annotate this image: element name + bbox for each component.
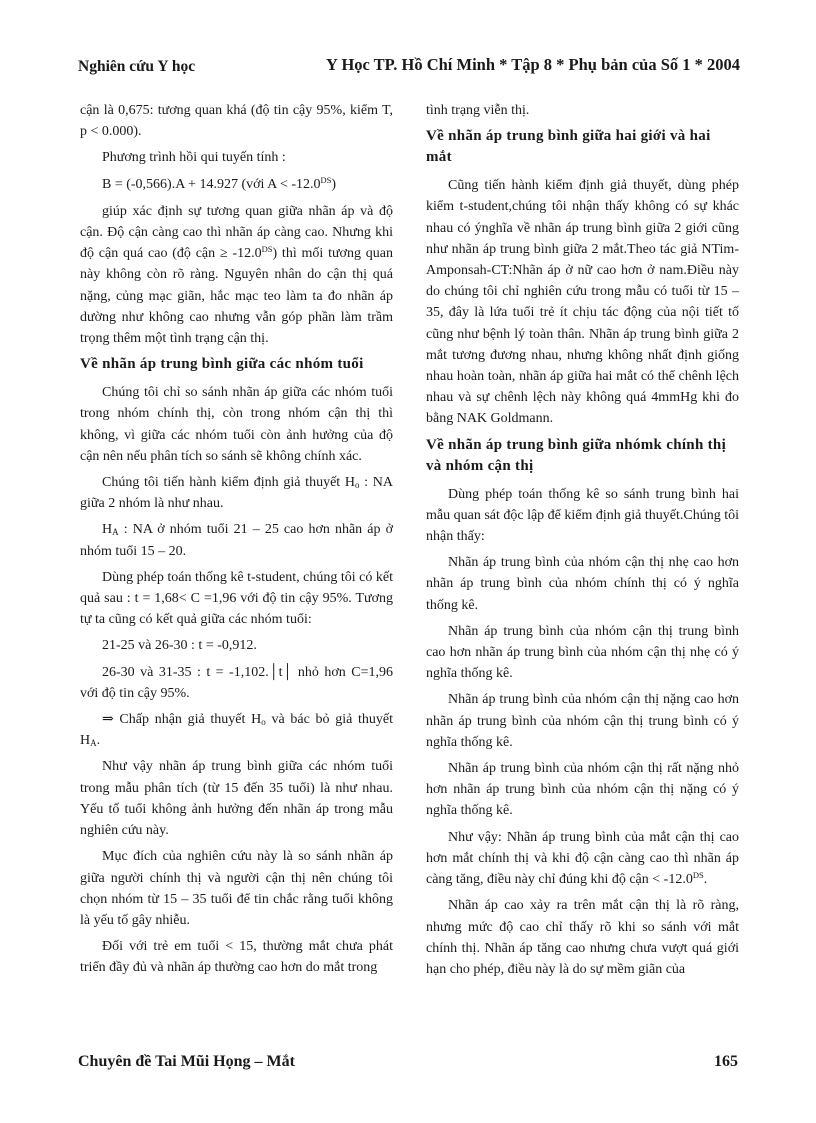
running-header-left: Nghiên cứu Y học xyxy=(78,58,196,75)
paragraph: Đối với trẻ em tuổi < 15, thường mắt chưa phát triển đầy đủ và nhãn áp thường cao hơn do mắt trong xyxy=(80,939,393,976)
paragraph: Cũng tiến hành kiểm định giả thuyết, dùng phép kiểm t-student,chúng tôi nhận thấy không có sự khác nhau có ýnghĩa về nhãn áp trung bình giữa 2 giới cũng như nhãn áp trung bình giữa 2 mắt.Theo tác giả NTim-Amponsah-CT:Nhãn áp ở nữ cao hơn ở nam.Điều này do chúng tôi chỉ nghiên cứu trong mẫu có tuổi từ 15 – 35, đây là lứa tuổi trẻ ít chịu tác động của nội tiết tố cũng như bệnh lý toàn thân. Nhãn áp trung bình giữa 2 mắt tương đương nhau, nhưng không nhất định giống nhau hoàn toàn, nhãn áp giữa hai mắt có thể chênh lệch nhau và sự chênh lệch này không quá 4mmHg khi đo bằng NAK Goldmann. xyxy=(426,178,739,427)
paragraph: Như vậy nhãn áp trung bình giữa các nhóm tuổi trong mẫu phân tích (từ 15 đến 35 tuổi) là như nhau. Yếu tố tuổi không ảnh hưởng đến nhãn áp trong mẫu nghiên cứu này. xyxy=(80,759,393,839)
paragraph: Như vậy: Nhãn áp trung bình của mắt cận thị cao hơn mắt chính thị và khi độ cận càng cao thì nhãn áp càng tăng, điều này chỉ đúng khi độ cận < $-12.0^{DS}$. xyxy=(426,829,739,888)
regression-equation: B = (-0,566).A + 14.927 (với $A < -12.0^{DS}$) xyxy=(102,174,337,192)
paragraph: Nhãn áp cao xảy ra trên mắt cận thị là rõ ràng, nhưng mức độ cao chỉ thấy rõ khi so sánh với mắt chính thị. Nhãn áp tăng cao nhưng chưa vượt quá giới hạn cho phép, điều này là do sự mềm giãn của xyxy=(426,898,739,977)
paragraph: tình trạng viễn thị. xyxy=(426,103,530,118)
right-column xyxy=(426,100,739,985)
paragraph: Chúng tôi tiến hành kiểm định giả thuyết $H_o$ : NA giữa 2 nhóm là như nhau. xyxy=(80,475,393,512)
paragraph: Dùng phép toán thống kê t-student, chúng tôi có kết quả sau : t = 1,68< C =1,96 với độ tin cậy 95%. Tương tự ta cũng có kết quả giữa các nhóm tuổi: xyxy=(80,569,393,628)
running-footer-left: Chuyên đề Tai Mũi Họng – Mắt xyxy=(78,1053,295,1070)
paragraph: $H_A$ : NA ở nhóm tuổi 21 – 25 cao hơn nhãn áp ở nhóm tuổi 15 – 20. xyxy=(80,522,393,559)
paragraph: 21-25 và 26-30 : t = -0,912. xyxy=(102,638,257,654)
paragraph: Dùng phép toán thống kê so sánh trung bình hai mẫu quan sát độc lập để kiểm định giả thuyết.Chúng tôi nhận thấy: xyxy=(426,486,739,545)
paragraph: Chúng tôi chỉ so sánh nhãn áp giữa các nhóm tuổi trong nhóm chính thị, còn trong nhóm cận thị thì không, vì giữa các nhóm tuổi còn ảnh hưởng của độ cận nên nếu phân tích so sánh sẽ không chính xác. xyxy=(80,385,393,464)
paragraph: Nhãn áp trung bình của nhóm cận thị trung bình cao hơn nhãn áp trung bình của nhóm cận thị nhẹ có ý nghĩa thống kê. xyxy=(426,623,739,682)
paragraph: Phương trình hồi qui tuyến tính : xyxy=(102,150,286,166)
paragraph: Mục đích của nghiên cứu này là so sánh nhãn áp giữa người chính thị và người cận thị nên chúng tôi chọn nhóm từ 15 – 35 tuổi để tin chắc rằng tuổi không là yếu tố gây nhiễu. xyxy=(80,849,393,928)
running-header-right: Y Học TP. Hồ Chí Minh * Tập 8 * Phụ bản của Số 1 * 2004 xyxy=(326,55,740,74)
left-column xyxy=(80,100,393,984)
paragraph: Nhãn áp trung bình của nhóm cận thị rất nặng nhỏ hơn nhãn áp trung bình của nhóm cận thị nặng có ý nghĩa thống kê. xyxy=(426,761,739,819)
section-heading-emmetropia-myopia: Về nhãn áp trung bình giữa nhómk chính thị và nhóm cận thị xyxy=(426,436,727,474)
paragraph: Nhãn áp trung bình của nhóm cận thị nặng cao hơn nhãn áp trung bình của nhóm cận thị trung bình có ý nghĩa thống kê. xyxy=(426,692,739,750)
paragraph: giúp xác định sự tương quan giữa nhãn áp và độ cận. Độ cận càng cao thì nhãn áp càng cao. Nhưng khi độ cận quá cao (độ cận ≥ $-12.0^{DS}$) thì mối tương quan này không còn rõ ràng. Nguyên nhân do cận thị quá nặng, củng mạc giãn, hắc mạc teo làm ta đo nhãn áp dường như không cao nhưng vẫn góp phần làm trầm trọng thêm một tình trạng cận thị. xyxy=(80,203,393,347)
section-heading-age-groups: Về nhãn áp trung bình giữa các nhóm tuổi xyxy=(80,356,364,373)
paragraph: 26-30 và 31-35 : t = -1,102.│t│ nhỏ hơn C=1,96 với độ tin cậy 95%. xyxy=(80,664,393,701)
section-heading-gender-eyes: Về nhãn áp trung bình giữa hai giới và hai mắt xyxy=(426,128,711,166)
page-number: 165 xyxy=(714,1053,738,1070)
paragraph: cận là 0,675: tương quan khá (độ tin cậy 95%, kiểm T, p < 0.000). xyxy=(80,103,393,140)
paragraph: Nhãn áp trung bình của nhóm cận thị nhẹ cao hơn nhãn áp trung bình của nhóm chính thị có ý nghĩa thống kê. xyxy=(426,555,739,613)
paragraph: ⇒ Chấp nhận giả thuyết $H_o$ và bác bỏ giả thuyết $H_A$. xyxy=(80,712,393,749)
